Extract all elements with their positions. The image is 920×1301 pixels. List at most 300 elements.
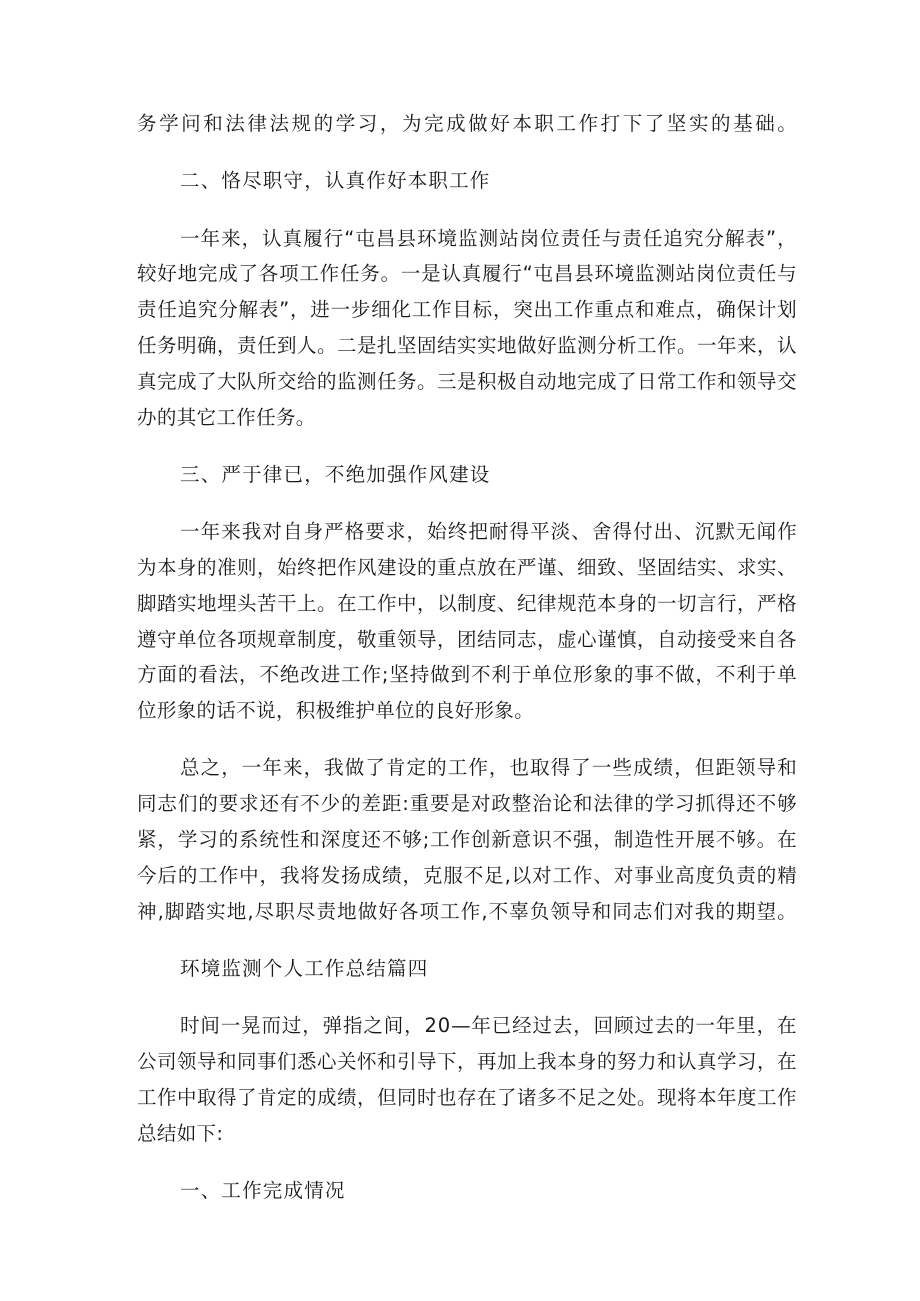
text-glyph: 后	[157, 863, 177, 887]
text-glyph: 一	[241, 756, 262, 780]
text-glyph: ，	[417, 591, 437, 615]
paragraph-line	[137, 221, 797, 257]
text-glyph: 差	[361, 792, 381, 816]
text-glyph: 治	[532, 792, 552, 816]
text-glyph: 作	[361, 663, 381, 687]
text-glyph: 得	[715, 792, 736, 816]
text-glyph: 各	[217, 627, 237, 651]
text-glyph: 志	[517, 627, 537, 651]
text-glyph: 一	[180, 520, 200, 544]
text-glyph: 计	[756, 298, 777, 322]
text-glyph: 还	[361, 828, 381, 852]
text-glyph: 真	[461, 262, 482, 286]
text-glyph: 为	[137, 555, 157, 579]
text-glyph: 守	[157, 627, 177, 651]
text-glyph: 好	[537, 333, 557, 357]
text-glyph: 去	[552, 1014, 573, 1038]
text-glyph: 则	[237, 555, 257, 579]
text-glyph: 还	[259, 792, 279, 816]
text-glyph: 解	[238, 298, 258, 322]
text-glyph: 尽	[295, 899, 316, 923]
text-glyph: 成	[177, 369, 197, 393]
text-glyph: 度	[341, 828, 361, 852]
text-glyph: 规	[557, 591, 577, 615]
text-glyph: 现	[657, 1085, 677, 1109]
text-glyph: 单	[532, 663, 552, 687]
text-glyph: 准	[217, 555, 237, 579]
text-glyph: 不	[259, 663, 279, 687]
text-glyph: ,	[157, 899, 164, 923]
text-glyph: 做	[517, 333, 537, 357]
text-glyph: 行	[323, 226, 344, 250]
text-glyph: 的	[637, 591, 657, 615]
text-glyph: 始	[277, 555, 297, 579]
text-glyph: ，	[457, 1050, 477, 1074]
text-glyph: 言	[697, 591, 717, 615]
text-glyph: 细	[371, 298, 391, 322]
text-glyph: 交	[777, 369, 797, 393]
text-glyph: 接	[697, 627, 717, 651]
text-glyph: 谨	[597, 627, 617, 651]
text-glyph: ，	[221, 756, 241, 780]
text-glyph: 之	[200, 756, 221, 780]
section-heading: 一、工作完成情况	[180, 1178, 346, 1202]
text-glyph: 严	[757, 591, 777, 615]
text-glyph: 少	[320, 792, 341, 816]
text-glyph: ，	[488, 756, 509, 780]
text-glyph: 规	[291, 112, 312, 135]
text-glyph: 领	[737, 369, 757, 393]
text-glyph: 了	[197, 369, 217, 393]
text-glyph: —	[451, 1014, 471, 1038]
text-glyph: 身	[617, 591, 637, 615]
text-glyph: 够	[736, 828, 756, 852]
text-glyph: 一	[180, 226, 200, 250]
text-glyph: 我	[279, 863, 300, 887]
text-glyph: 到	[450, 663, 471, 687]
text-glyph: 望	[756, 899, 777, 923]
text-glyph: 律	[537, 591, 557, 615]
text-glyph: 辜	[509, 899, 529, 923]
text-glyph: 进	[320, 663, 341, 687]
text-glyph: 基	[733, 112, 753, 135]
text-glyph: 公	[137, 1050, 157, 1074]
text-glyph: 学	[335, 112, 356, 135]
text-glyph: 点	[675, 298, 696, 322]
text-glyph: :	[402, 792, 409, 816]
text-glyph: 测	[478, 226, 499, 250]
text-glyph: 引	[397, 1050, 417, 1074]
text-glyph: 不	[654, 663, 675, 687]
text-glyph: 二	[337, 333, 357, 357]
text-glyph: 一	[330, 298, 351, 322]
text-glyph: 习	[198, 828, 218, 852]
text-glyph: 无	[736, 520, 756, 544]
text-glyph: 要	[218, 792, 239, 816]
text-glyph: 年	[200, 520, 221, 544]
text-glyph: 和	[300, 828, 320, 852]
paragraph-line	[137, 858, 797, 894]
text-glyph: 做	[430, 663, 450, 687]
text-glyph: 责	[622, 226, 642, 250]
text-glyph: 出	[653, 520, 674, 544]
text-glyph: 事	[257, 1050, 277, 1074]
text-glyph: ，	[757, 1050, 777, 1074]
text-glyph: 在	[477, 1085, 497, 1109]
text-glyph: 肯	[385, 756, 406, 780]
text-glyph: 精	[777, 863, 797, 887]
text-glyph: 作	[450, 828, 471, 852]
text-glyph: 本	[557, 1050, 577, 1074]
text-glyph: 法	[269, 112, 289, 135]
paragraph-line: 办的其它工作任务。	[137, 405, 316, 429]
text-glyph: 脚	[137, 591, 157, 615]
text-glyph: 遵	[137, 627, 157, 651]
text-glyph: ，	[737, 591, 757, 615]
text-glyph: ，	[777, 226, 797, 250]
text-glyph: 完	[424, 112, 444, 135]
text-glyph: 同	[137, 792, 157, 816]
text-glyph: 。	[417, 369, 437, 393]
text-glyph: 完	[577, 369, 597, 393]
text-glyph: 作	[218, 863, 239, 887]
text-glyph: 之	[597, 1085, 617, 1109]
section-title: 环境监测个人工作总结篇四	[180, 956, 429, 980]
text-glyph: 造	[634, 828, 654, 852]
text-glyph: 以	[511, 863, 532, 887]
text-glyph: 真	[697, 1050, 717, 1074]
text-glyph: 认	[441, 262, 461, 286]
text-glyph: 目	[452, 298, 472, 322]
text-glyph: 不	[300, 792, 320, 816]
text-glyph: 职	[275, 899, 295, 923]
text-glyph: 。	[777, 112, 797, 135]
text-glyph: 发	[320, 863, 341, 887]
text-glyph: 单	[777, 663, 797, 687]
paragraph-line	[137, 894, 797, 930]
text-glyph: 面	[157, 663, 177, 687]
text-glyph: 紧	[137, 828, 157, 852]
text-glyph: 、	[557, 555, 577, 579]
text-glyph: 志	[157, 792, 177, 816]
text-glyph: 身	[303, 520, 324, 544]
text-glyph: 来	[737, 333, 757, 357]
text-glyph: 心	[577, 627, 597, 651]
text-glyph: 的	[711, 112, 731, 135]
text-glyph: 舍	[591, 520, 612, 544]
text-glyph: ，	[437, 627, 457, 651]
paragraph-line	[137, 1080, 797, 1116]
text-glyph: 一	[695, 1014, 716, 1038]
text-glyph: 分	[597, 333, 617, 357]
text-glyph: 测	[357, 369, 377, 393]
text-glyph: 点	[614, 298, 635, 322]
text-glyph: 同	[612, 899, 632, 923]
text-glyph: 今	[137, 863, 157, 887]
text-glyph: 、	[674, 520, 694, 544]
text-glyph: 悉	[297, 1050, 317, 1074]
text-glyph: 绩	[653, 756, 674, 780]
text-glyph: 领	[550, 899, 570, 923]
text-glyph: 工	[341, 663, 361, 687]
text-glyph: 确	[716, 298, 736, 322]
text-glyph: 行	[717, 591, 737, 615]
paragraph-line	[137, 328, 797, 364]
paragraph-line	[137, 364, 797, 400]
text-glyph: 负	[529, 899, 550, 923]
text-glyph: 0	[437, 1014, 451, 1038]
text-glyph: 工	[357, 591, 377, 615]
text-glyph: 足	[577, 1085, 597, 1109]
text-glyph: 任	[642, 226, 663, 250]
text-glyph: 诸	[517, 1085, 537, 1109]
text-glyph: 和	[717, 369, 737, 393]
text-glyph: 度	[477, 591, 497, 615]
text-glyph: ，	[573, 1014, 593, 1038]
text-glyph: 晃	[241, 1014, 261, 1038]
text-glyph: 淡	[550, 520, 571, 544]
text-glyph: 政	[491, 792, 511, 816]
text-glyph: ;	[381, 663, 389, 687]
text-glyph: 不	[557, 1085, 577, 1109]
text-glyph: 究	[683, 226, 704, 250]
text-glyph: 地	[557, 369, 577, 393]
text-glyph: 实	[177, 591, 197, 615]
text-glyph: ，	[217, 333, 237, 357]
text-glyph: 作	[572, 863, 593, 887]
text-glyph: ，	[259, 863, 280, 887]
text-glyph: 性	[654, 828, 675, 852]
text-glyph: 闻	[756, 520, 777, 544]
text-glyph: 。	[380, 262, 401, 286]
text-glyph: 努	[617, 1050, 637, 1074]
text-glyph: 本	[512, 112, 532, 135]
text-glyph: 坚	[666, 112, 687, 135]
text-glyph: 年	[717, 1085, 737, 1109]
text-glyph: 任	[339, 262, 360, 286]
text-glyph: 设	[397, 555, 417, 579]
text-glyph: 服	[443, 863, 463, 887]
text-glyph: 在	[497, 555, 517, 579]
text-glyph: 年	[715, 1014, 736, 1038]
text-glyph: 来	[737, 627, 757, 651]
text-glyph: 过	[634, 1014, 654, 1038]
paragraph-line	[137, 106, 797, 142]
section-heading: 二、恪尽职守，认真作好本职工作	[180, 169, 491, 193]
text-glyph: 固	[417, 333, 437, 357]
text-glyph: 把	[317, 555, 337, 579]
text-glyph: 方	[137, 663, 157, 687]
text-glyph: 默	[715, 520, 735, 544]
text-glyph: 沉	[694, 520, 715, 544]
text-glyph: ，	[337, 627, 357, 651]
text-glyph: 监	[635, 262, 655, 286]
text-glyph: 测	[655, 262, 675, 286]
text-glyph: 年	[471, 1014, 491, 1038]
text-glyph: 将	[300, 863, 320, 887]
text-glyph: 深	[320, 828, 341, 852]
text-glyph: ”	[766, 226, 777, 250]
text-glyph: 作	[377, 591, 397, 615]
text-glyph: 范	[577, 591, 597, 615]
text-glyph: 新	[491, 828, 511, 852]
text-glyph: 作	[460, 899, 481, 923]
text-glyph: 站	[499, 226, 519, 250]
text-glyph: 扬	[341, 863, 361, 887]
text-glyph: 大	[217, 369, 237, 393]
text-glyph: 成	[597, 369, 617, 393]
text-glyph: 学	[159, 112, 179, 135]
text-glyph: 我	[241, 520, 262, 544]
text-glyph: 也	[509, 756, 530, 780]
text-glyph: 求	[737, 555, 757, 579]
text-glyph: 得	[550, 756, 571, 780]
text-glyph: 。	[756, 828, 777, 852]
text-glyph: 的	[634, 792, 654, 816]
text-glyph: 极	[497, 369, 517, 393]
text-glyph: 日	[637, 369, 657, 393]
paragraph-line: 位形象的话不说，积极维护单位的良好形象。	[137, 699, 535, 723]
text-glyph: 尽	[254, 899, 275, 923]
text-glyph: 要	[430, 792, 450, 816]
text-glyph: 好	[157, 262, 177, 286]
text-glyph: 格	[777, 591, 797, 615]
document-body	[137, 106, 797, 1209]
text-glyph: 和	[217, 1050, 237, 1074]
text-glyph: 敬	[357, 627, 377, 651]
text-glyph: 对	[674, 899, 694, 923]
text-glyph: 已	[491, 1014, 512, 1038]
text-glyph: 工	[552, 863, 573, 887]
text-glyph: 实	[457, 333, 477, 357]
text-glyph: 、	[593, 863, 613, 887]
text-glyph: 与	[777, 262, 797, 286]
text-glyph: 突	[513, 298, 533, 322]
text-glyph: 了	[617, 369, 637, 393]
text-glyph: 足	[484, 863, 504, 887]
text-glyph: 把	[468, 520, 488, 544]
text-glyph: 的	[715, 899, 735, 923]
text-glyph: 一	[697, 333, 717, 357]
text-glyph: 格	[344, 520, 365, 544]
text-glyph: 问	[181, 112, 201, 135]
text-glyph: 取	[530, 756, 550, 780]
text-glyph: 重	[437, 555, 457, 579]
text-glyph: 确	[197, 333, 217, 357]
text-glyph: 去	[654, 1014, 675, 1038]
text-glyph: 的	[417, 555, 437, 579]
text-glyph: 动	[677, 627, 697, 651]
text-glyph: “	[522, 262, 533, 286]
text-glyph: 。	[317, 333, 337, 357]
text-glyph: 年	[200, 226, 221, 250]
text-glyph: 制	[457, 591, 477, 615]
paragraph-line	[137, 822, 797, 858]
text-glyph: 过	[281, 1014, 302, 1038]
text-glyph: 的	[597, 1050, 617, 1074]
text-glyph: ，	[406, 520, 427, 544]
text-glyph: 的	[613, 663, 634, 687]
text-glyph: 再	[477, 1050, 497, 1074]
text-glyph: 之	[363, 1014, 383, 1038]
text-glyph: 对	[262, 520, 282, 544]
text-glyph: 建	[377, 555, 397, 579]
text-glyph: 埋	[217, 591, 237, 615]
text-glyph: 来	[221, 520, 241, 544]
text-glyph: 上	[297, 591, 317, 615]
text-glyph: 形	[573, 663, 593, 687]
text-glyph: 虚	[557, 627, 577, 651]
text-glyph: 结	[477, 627, 497, 651]
text-glyph: 各	[777, 627, 797, 651]
text-glyph: 给	[297, 369, 317, 393]
text-glyph: 时	[180, 1014, 200, 1038]
text-glyph: 职	[534, 112, 554, 135]
text-glyph: 昌	[553, 262, 574, 286]
text-glyph: 务	[397, 369, 417, 393]
text-glyph: 追	[177, 298, 198, 322]
text-glyph: 终	[447, 520, 468, 544]
text-glyph: ;	[422, 828, 430, 852]
text-glyph: 论	[552, 792, 573, 816]
text-glyph: 中	[239, 863, 259, 887]
text-glyph: 年	[262, 756, 282, 780]
text-glyph: 重	[409, 792, 430, 816]
text-glyph: 神	[137, 899, 157, 923]
text-glyph: 了	[238, 262, 258, 286]
text-glyph: ，	[695, 298, 716, 322]
text-glyph: 了	[497, 1085, 517, 1109]
text-glyph: 导	[571, 899, 591, 923]
text-glyph: 切	[677, 591, 697, 615]
text-glyph: 责	[137, 298, 157, 322]
text-glyph: 下	[622, 112, 643, 135]
text-glyph: ，	[239, 663, 259, 687]
text-glyph: 性	[279, 828, 300, 852]
text-glyph: 我	[324, 756, 344, 780]
text-glyph: 项	[237, 627, 257, 651]
text-glyph: 和	[377, 1050, 397, 1074]
text-glyph: 纪	[517, 591, 537, 615]
text-glyph: 作	[578, 112, 599, 135]
text-glyph: 制	[613, 828, 634, 852]
text-glyph: 对	[470, 792, 491, 816]
text-glyph: 解	[724, 226, 745, 250]
text-glyph: 化	[391, 298, 411, 322]
text-glyph: ，	[303, 756, 324, 780]
text-glyph: 对	[613, 863, 634, 887]
text-glyph: 我	[694, 899, 715, 923]
text-glyph: 不	[756, 792, 777, 816]
text-glyph: 们	[277, 1050, 297, 1074]
text-glyph: 动	[537, 369, 557, 393]
text-glyph: 展	[695, 828, 715, 852]
text-glyph: 成	[446, 112, 466, 135]
text-glyph: 是	[457, 369, 477, 393]
text-glyph: 但	[694, 756, 715, 780]
text-glyph: 的	[198, 792, 218, 816]
text-glyph: 克	[422, 863, 443, 887]
text-glyph: 各	[398, 899, 419, 923]
text-glyph: 三	[437, 369, 457, 393]
text-glyph: 导	[197, 1050, 217, 1074]
text-glyph: 自	[517, 369, 537, 393]
text-glyph: 做	[344, 756, 365, 780]
text-glyph: 终	[297, 555, 317, 579]
text-glyph: 指	[343, 1014, 363, 1038]
text-glyph: 们	[177, 792, 198, 816]
text-glyph: 县	[396, 226, 416, 250]
